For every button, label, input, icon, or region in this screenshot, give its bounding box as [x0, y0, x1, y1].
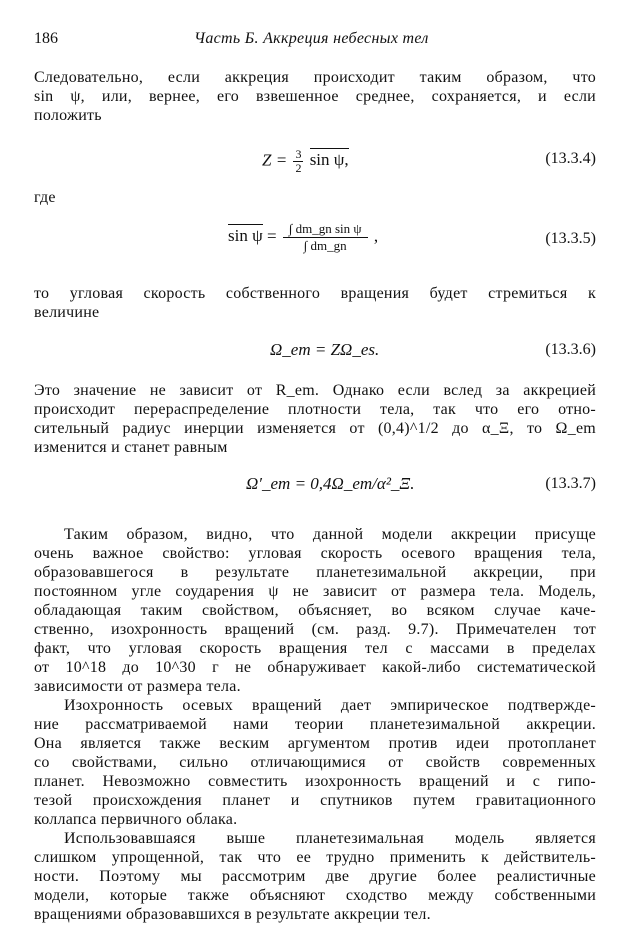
- equation-13-3-6: [270, 340, 379, 360]
- frac-numerator: 3: [295, 147, 302, 161]
- text-line: сительный радиус инерции изменяется от (0,4)^1/2 до α_Ξ, то Ω_em: [34, 420, 596, 437]
- text-line: где: [34, 189, 56, 206]
- text-line: тезой происхождения планет и спутников путем гравитационного: [34, 792, 596, 809]
- text-line: Она является также веским аргументом против идеи протопланет: [34, 735, 596, 752]
- eq-lhs: Z =: [262, 150, 288, 170]
- text-line: Использовавшаяся выше планетезимальная модель является: [64, 830, 596, 847]
- text-line: Изохронность осевых вращений дает эмпирическое подтвержде-: [64, 697, 596, 714]
- equation-13-3-4: [262, 148, 349, 175]
- text-line: изменится и станет равным: [34, 439, 228, 456]
- mid-paragraph: [34, 284, 596, 322]
- equation-13-3-5: [228, 221, 378, 254]
- text-line: зависимости от размера тела.: [34, 678, 241, 695]
- text-line: Это значение не зависит от R_em. Однако если вслед за аккрецией: [34, 382, 596, 399]
- eq-body: Ω′_em = 0,4Ω_em/α²_Ξ.: [246, 474, 415, 493]
- eq-tail: ,: [373, 226, 379, 246]
- equation-13-3-7: [246, 474, 415, 494]
- paragraph-2: [34, 381, 596, 457]
- paragraph-4: [34, 696, 596, 829]
- page-number: 186: [34, 30, 58, 47]
- text-line: ственно, изохронность вращений (см. разд. 9.7). Примечателен тот: [34, 621, 596, 638]
- text-line: положить: [34, 107, 102, 124]
- text-line: вращениями образовавшихся в результате аккреции тел.: [34, 906, 431, 923]
- equation-number: (13.3.4): [545, 150, 596, 167]
- text-line: sin ψ, или, вернее, его взвешенное среднее, сохраняется, и если: [34, 88, 596, 105]
- equation-number: (13.3.6): [545, 341, 596, 358]
- eq-sign: =: [266, 226, 277, 246]
- text-line: коллапса первичного облака.: [34, 811, 238, 828]
- eq-lhs: sin ψ: [228, 226, 263, 246]
- text-line: величине: [34, 304, 100, 321]
- text-line: происходит перераспределение плотности тела, так что его отно-: [34, 401, 596, 418]
- equation-number: (13.3.5): [545, 230, 596, 247]
- text-line: обладающая таким свойством, объясняет, во всяком случае каче-: [34, 602, 596, 619]
- where-word: [34, 188, 596, 207]
- eq-fraction: [283, 221, 368, 254]
- text-line: образовавшегося в результате планетезимальной аккреции, при: [34, 564, 596, 581]
- frac-numerator: ∫ dm_gn sin ψ: [283, 221, 368, 238]
- text-line: очень важное свойство: угловая скорость осевого вращения тела,: [34, 545, 596, 562]
- paragraph-5: [34, 829, 596, 924]
- eq-fraction: [293, 148, 303, 175]
- text-line: слишком упрощенной, так что ее трудно применить к действитель-: [34, 849, 596, 866]
- text-line: ности. Поэтому мы рассмотрим две другие более реалистичные: [34, 868, 596, 885]
- running-header: [34, 30, 596, 52]
- text-line: постоянном угле соударения ψ не зависит от размера тела. Модель,: [34, 583, 596, 600]
- text-line: Таким образом, видно, что данной модели аккреции присуще: [64, 526, 596, 543]
- paragraph-3: [34, 525, 596, 696]
- eq-rhs: sin ψ,: [309, 150, 349, 170]
- text-line: то угловая скорость собственного вращения будет стремиться к: [34, 285, 596, 302]
- text-line: планет. Невозможно совместить изохронность вращений и с гипо-: [34, 773, 596, 790]
- intro-paragraph: [34, 68, 596, 125]
- text-line: факт, что угловая скорость вращения тел с массами в пределах: [34, 640, 596, 657]
- text-line: от 10^18 до 10^30 г не обнаруживает какой-либо систематической: [34, 659, 596, 676]
- text-line: со свойствами, сильно отличающимися от свойств современных: [34, 754, 596, 771]
- text-line: ние рассматриваемой нами теории планетезимальной аккреции.: [34, 716, 596, 733]
- eq-body: Ω_em = ZΩ_es.: [270, 340, 380, 359]
- text-line: Следовательно, если аккреция происходит таким образом, что: [34, 69, 596, 86]
- frac-denominator: 2: [295, 161, 302, 175]
- running-title: Часть Б. Аккреция небесных тел: [194, 30, 429, 47]
- text-line: модели, которые также объясняют сходство между собственными: [34, 887, 596, 904]
- frac-denominator: ∫ dm_gn: [303, 238, 347, 253]
- equation-number: (13.3.7): [545, 475, 596, 492]
